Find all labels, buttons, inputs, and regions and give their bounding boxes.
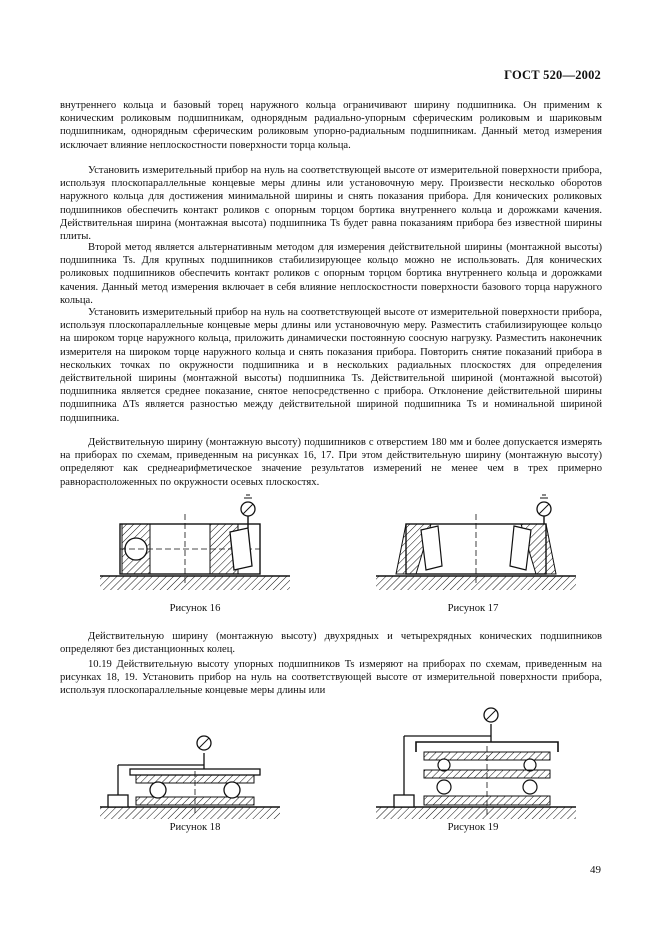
paragraph-6: Действительную ширину (монтажную высоту) двухрядных и четырехрядных конических подшипников определяют без дистанционных колец. bbox=[60, 631, 602, 656]
figure-18-caption: Рисунок 18 bbox=[169, 822, 221, 833]
paragraph-2: Установить измерительный прибор на нуль на соответствующей высоте от измерительной поверхности прибора, используя плоскопараллельные концевые меры длины или установочную меру. Произвести несколько оборотов наружного кольца для достижения минимальной ширины и снять показания прибора. Для конических роликовых подшипников обеспечить контакт роликов с опорным торцом бортика внутреннего кольца и дорожками качения. Действительная ширина (монтажная высота) подшипника Ts будет равна показаниям прибора без известной ширины плиты. bbox=[60, 165, 602, 243]
paragraph-7: 10.19 Действительную высоту упорных подшипников Ts измеряют на приборах по схемам, приведенным на рисунках 18, 19. Установить прибор на нуль на соответствующей высоте от измерительной поверхности прибора, используя плоскопараллельные концевые меры длины или bbox=[60, 659, 602, 697]
figure-18 bbox=[100, 731, 280, 821]
paragraph-3: Второй метод является альтернативным методом для измерения действительной ширины (монтажной высоты) подшипника Ts. Для крупных подшипников стабилизирующее кольцо можно не использовать. Для конических роликовых подшипников обеспечить контакт роликов с опорным торцом бортика внутреннего кольца и дорожками качения. Данный метод измерения включает в себя влияние неплоскостности поверхности базового торца наружного кольца. bbox=[60, 242, 602, 306]
figure-19-caption: Рисунок 19 bbox=[447, 822, 499, 833]
paragraph-5: Действительную ширину (монтажную высоту) подшипников с отверстием 180 мм и более допускается измерять на приборах по схемам, приведенным на рисунках 16, 17. При этом действительную ширину (монтажную высоту) определяют как среднеарифметическое значение результатов измерений не менее чем в трех примерно равнорасположенных по окружности осевых плоскостях. bbox=[60, 437, 602, 488]
figure-16 bbox=[100, 494, 290, 594]
paragraph-4: Установить измерительный прибор на нуль на соответствующей высоте от измерительной поверхности прибора, используя плоскопараллельные концевые меры длины или установочную меру. Разместить стабилизирующее кольцо на широком торце наружного кольца, приложить динамически постоянную соосную нагрузку. Разместить наконечник измерителя на широком торце наружного кольца и снять показания прибора. Повторить снятие показаний прибора в нескольких точках по окружности подшипника и в нескольких радиальных плоскостях для определения действительной ширины (монтажной высоты) подшипника Ts. Действительной шириной (монтажной высотой) подшипника является среднее показание, снятое непосредственно с прибора. Отклонение действительной ширины подшипника ΔTs является разностью между действительной шириной подшипника Ts и номинальной шириной подшипника. bbox=[60, 307, 602, 424]
figure-17-caption: Рисунок 17 bbox=[447, 603, 499, 614]
figure-17 bbox=[376, 494, 576, 594]
document-header: ГОСТ 520—2002 bbox=[504, 68, 601, 82]
figure-16-caption: Рисунок 16 bbox=[169, 603, 221, 614]
paragraph-1: внутреннего кольца и базовый торец наружного кольца ограничивают ширину подшипника. Он применим к коническим роликовым подшипникам, однорядным радиально-упорным сферическим роликовым и шариковым подшипникам, однорядным сферическим роликовым упорно-радиальным подшипникам. Данный метод измерения исключает влияние неплоскостности поверхности торца кольца. bbox=[60, 100, 602, 151]
figure-19 bbox=[376, 706, 576, 821]
page-number: 49 bbox=[590, 864, 601, 876]
